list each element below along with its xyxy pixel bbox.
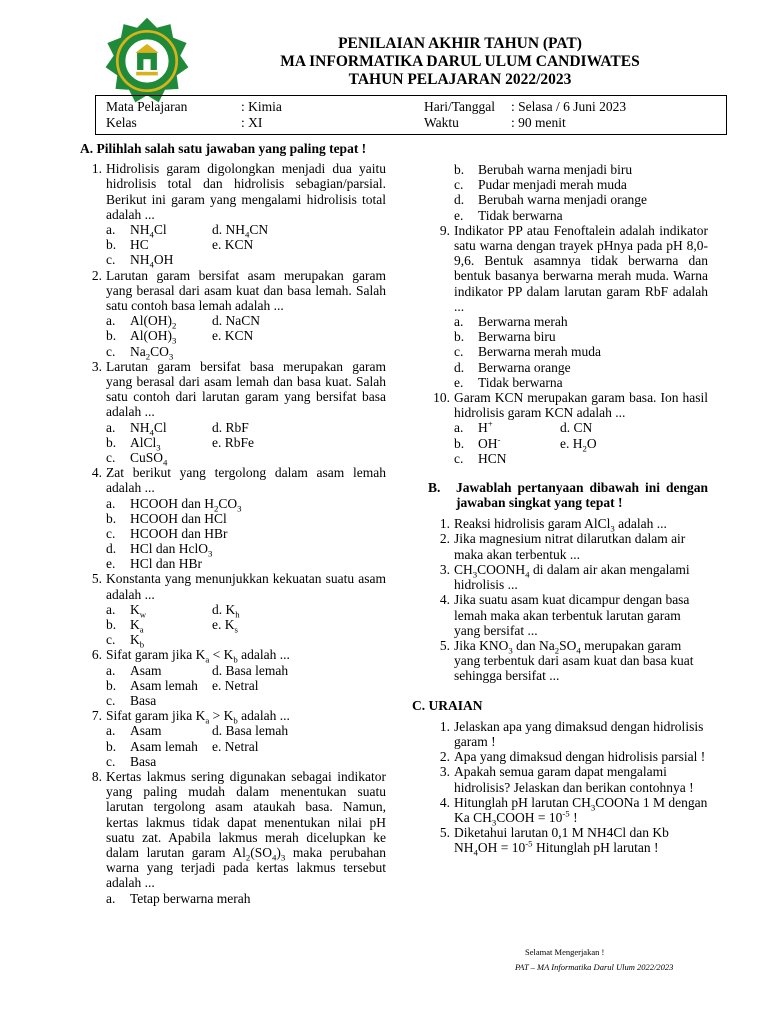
option-list (80, 420, 386, 466)
option-text: HCOOH dan HBr (130, 525, 228, 541)
answer-option (106, 252, 386, 271)
option-text-right: e. KCN (212, 237, 254, 253)
option-letter: c. (454, 450, 464, 466)
option-list (80, 891, 386, 906)
option-list (80, 313, 386, 362)
option-letter: c. (106, 632, 116, 648)
option-letter: e. (454, 207, 464, 223)
question-text (80, 161, 386, 222)
class-label: Kelas (106, 115, 137, 130)
answer-option (454, 162, 708, 177)
option-text: HCOOH dan $H_2CO_3$ (130, 495, 242, 514)
question-number: 5. (439, 637, 450, 653)
option-list (80, 663, 386, 709)
option-letter: b. (454, 162, 465, 177)
question (80, 571, 386, 650)
option-letter: c. (106, 693, 116, 709)
question-number: 6. (91, 647, 102, 663)
question-text (428, 562, 708, 592)
answer-option (106, 237, 386, 252)
option-text: $Al(OH)_3$ (130, 328, 177, 347)
option-text-right: e. Netral (212, 677, 259, 693)
question (428, 562, 708, 592)
question-body: Jelaskan apa yang dimaksud dengan hidrolisis garam ! (454, 718, 704, 749)
question-number: 3. (439, 764, 450, 780)
question (428, 764, 708, 794)
time-label: Waktu (424, 115, 459, 130)
option-letter: b. (454, 435, 465, 451)
option-letter: b. (106, 738, 117, 754)
answer-option (106, 754, 386, 769)
question-body: Diketahui larutan 0,1 M NH4Cl dan Kb $NH_4OH = 10^{-5}$ Hitunglah pH larutan ! (454, 825, 669, 859)
exam-info-box (95, 95, 727, 135)
question-text (428, 592, 708, 638)
option-text-right: d. Basa lemah (212, 662, 289, 678)
answer-option (106, 678, 386, 693)
question (80, 465, 386, 571)
question-number: 2. (439, 531, 450, 547)
class-value: : XI (241, 115, 263, 130)
option-text: $K_a$ (130, 617, 144, 635)
option-text: Tetap berwarna merah (130, 890, 251, 906)
question (428, 592, 708, 638)
question-number: 2. (91, 267, 102, 283)
school-logo (102, 16, 192, 106)
question-number: 2. (439, 749, 450, 765)
right-column (412, 162, 708, 859)
subject-value: : Kimia (241, 99, 282, 114)
question-body: Jika suatu asam kuat dicampur dengan basa lemah maka akan terbentuk larutan garam yang bersifat ... (454, 592, 690, 638)
question-number: 7. (91, 708, 102, 724)
answer-option (454, 360, 708, 375)
section-b-questions (428, 516, 708, 683)
question-text (428, 749, 708, 764)
option-text: $NH_4OH$ (130, 252, 174, 271)
question-body: Apakah semua garam dapat mengalami hidrolisis? Jelaskan dan berikan contohnya ! (454, 764, 694, 795)
section-a-questions-right (428, 223, 708, 466)
option-letter: a. (454, 313, 464, 329)
answer-option (106, 663, 386, 678)
question-body: Hitunglah pH larutan $CH_3COONa$ 1 M dengan Ka $CH_3COOH = 10^{-5}$ ! (454, 794, 708, 828)
question-body: Jika $KNO_3$ dan $Na_2SO_4$ merupakan garam yang terbentuk dari asam kuat dan basa kuat sehingga bersifat ... (454, 637, 694, 684)
option-text: Asam lemah (130, 738, 198, 754)
question-text (428, 390, 708, 420)
option-text: Basa (130, 753, 157, 769)
option-text-right: e. KCN (212, 328, 254, 344)
option-letter: b. (454, 329, 465, 345)
question-text (80, 268, 386, 314)
section-b-title (428, 480, 708, 510)
option-text-right: e. Netral (212, 738, 259, 754)
answer-option (106, 526, 386, 541)
option-letter: a. (106, 419, 116, 435)
option-text: Berubah warna menjadi biru (478, 162, 633, 177)
option-text-right: e. RbFe (212, 434, 254, 450)
option-letter: a. (454, 420, 464, 436)
question-body: Konstanta yang menunjukkan kekuatan suatu asam adalah ... (106, 571, 386, 602)
option-text: HC (130, 237, 149, 253)
option-letter: a. (106, 723, 116, 739)
question-number: 4. (91, 465, 102, 481)
question (80, 647, 386, 708)
question-body: Jika magnesium nitrat dilarutkan dalam air maka akan terbentuk ... (454, 531, 686, 562)
answer-option (454, 208, 708, 223)
question-body: Larutan garam bersifat asam merupakan garam yang berasal dari asam kuat dan basa lemah. Salah satu contoh basa lemah adalah ... (106, 267, 386, 313)
question (80, 708, 386, 769)
answer-option (106, 511, 386, 526)
option-letter: a. (106, 495, 116, 511)
school-name: MA INFORMATIKA DARUL ULUM CANDIWATES (280, 53, 640, 70)
question-number: 3. (91, 358, 102, 374)
option-text-right: d. NaCN (212, 313, 260, 329)
answer-option (106, 891, 386, 906)
closing-greeting: Selamat Mengerjakan ! (525, 947, 605, 957)
option-letter: d. (454, 192, 465, 208)
option-letter: d. (454, 359, 465, 375)
option-text: $NH_4Cl$ (130, 222, 167, 240)
question-number: 1. (439, 516, 450, 532)
answer-option (106, 313, 386, 331)
question-body: Zat berikut yang tergolong dalam asam lemah adalah ... (106, 465, 386, 496)
option-text: $NH_4Cl$ (130, 419, 167, 438)
answer-option (106, 541, 386, 559)
exam-title: PENILAIAN AKHIR TAHUN (PAT) (338, 35, 582, 52)
option-text: HCl dan HBr (130, 556, 202, 572)
question (80, 769, 386, 906)
section-c-title: C. URAIAN (412, 697, 483, 713)
option-text: Asam (130, 662, 162, 678)
question (428, 223, 708, 390)
option-list (80, 723, 386, 769)
left-column (80, 141, 386, 906)
question-number: 5. (91, 571, 102, 587)
question (428, 638, 708, 684)
question-text (428, 223, 708, 314)
option-letter: b. (106, 434, 117, 450)
question (428, 516, 708, 534)
option-text: HCl dan HclO$_3$ (130, 541, 213, 559)
question-body: Hidrolisis garam digolongkan menjadi dua yaitu hidrolisis total dan hidrolisis sebagian/parsial. Berikut ini garam yang mengalami hidrolisis total adalah ... (106, 161, 386, 222)
question (428, 390, 708, 466)
option-text: Basa (130, 693, 157, 709)
question-number: 1. (91, 161, 102, 177)
question-body: Reaksi hidrolisis garam AlCl$_3$ adalah ... (454, 516, 667, 534)
option-letter: e. (106, 556, 116, 572)
answer-option (106, 495, 386, 514)
answer-option (106, 328, 386, 347)
option-letter: c. (106, 252, 116, 268)
option-list (428, 314, 708, 390)
option-list (80, 222, 386, 271)
option-text-right: e. $K_s$ (212, 617, 238, 635)
option-letter: c. (106, 753, 116, 769)
question (428, 531, 708, 561)
subject-label: Mata Pelajaran (106, 99, 188, 114)
answer-option (106, 617, 386, 635)
question (428, 719, 708, 749)
answer-option (106, 222, 386, 240)
question (80, 267, 386, 362)
option-text: Berwarna merah (478, 313, 568, 329)
date-value: : Selasa / 6 Juni 2023 (511, 99, 627, 114)
option-letter: b. (106, 328, 117, 344)
option-text-right: d. $NH_4CN$ (212, 222, 269, 240)
footer-tagline: PAT – MA Informatika Darul Ulum 2022/2023 (515, 962, 674, 972)
question-number: 10. (433, 389, 450, 405)
question-text (428, 719, 708, 749)
option-letter: b. (106, 617, 117, 633)
question (428, 825, 708, 859)
option-text: OH- (478, 434, 501, 451)
answer-option (106, 723, 386, 738)
question-text (428, 825, 708, 859)
option-text-right: e. $H_2O$ (560, 435, 597, 454)
question-text (428, 764, 708, 794)
option-list (428, 420, 708, 466)
question-text (80, 769, 386, 891)
answer-option (454, 420, 708, 435)
question-body: Sifat garam jika $K_a < K_b$ adalah ... (106, 647, 290, 666)
option-letter: a. (106, 313, 116, 329)
question-8-options-continued (428, 162, 708, 223)
option-letter: c. (454, 344, 464, 360)
option-text: $Na_2CO_3$ (130, 343, 174, 362)
option-text: AlCl$_3$ (130, 434, 161, 453)
option-letter: c. (454, 177, 464, 193)
question-body: Kertas lakmus sering digunakan sebagai indikator yang paling mudah dalam menentukan suatu larutan tergolong asam ataukah basa. Namun, kertas lakmus tidak dapat menentukan nilai pH suatu zat. Apabila lakmus merah dicelupkan ke dalam larutan garam $Al_2(SO_4)_3$ maka perubahan warna yang terjadi pada kertas lakmus tersebut adalah ... (106, 768, 386, 891)
option-letter: a. (106, 662, 116, 678)
question-text (428, 516, 708, 534)
answer-option (454, 192, 708, 207)
section-a-title: A. Pilihlah salah satu jawaban yang paling tepat ! (80, 141, 367, 156)
answer-option (454, 344, 708, 359)
answer-option (106, 632, 386, 650)
option-letter: a. (106, 222, 116, 238)
section-b-label: B. (428, 479, 441, 495)
option-text: $Al(OH)_2$ (130, 313, 177, 331)
option-text: Berwarna merah muda (478, 344, 601, 360)
answer-option (454, 329, 708, 344)
question-number: 8. (91, 768, 102, 784)
option-text-right: d. CN (560, 420, 593, 436)
answer-option (454, 434, 708, 454)
option-text: $K_w$ (130, 601, 147, 620)
option-text: Berwarna biru (478, 329, 556, 345)
question (80, 161, 386, 271)
question-text (80, 465, 386, 495)
question-number: 9. (439, 222, 450, 238)
option-letter: b. (106, 237, 117, 253)
section-a-questions (80, 161, 386, 906)
answer-option (106, 419, 386, 438)
question-number: 1. (439, 718, 450, 734)
option-text: Asam (130, 723, 162, 739)
question-body: Indikator PP atau Fenoftalein adalah indikator satu warna dengan trayek pHnya pada pH 8,0-9,6. Bentuk asamnya tidak berwarna dan bentuk basanya berwarna merah muda. Warna indikator PP dalam larutan garam RbF adalah ... (454, 222, 708, 314)
question-number: 4. (439, 592, 450, 608)
date-label: Hari/Tanggal (424, 99, 496, 114)
answer-option (454, 314, 708, 329)
option-letter: b. (106, 510, 117, 526)
option-text: Pudar menjadi merah muda (478, 177, 627, 193)
academic-year: TAHUN PELAJARAN 2022/2023 (348, 71, 572, 88)
question-body: $CH_3COONH_4$ di dalam air akan mengalami hidrolisis ... (454, 561, 690, 593)
question-text (428, 638, 708, 684)
answer-option (106, 693, 386, 708)
option-list (80, 602, 386, 648)
option-list (80, 496, 386, 572)
question (428, 749, 708, 764)
option-letter: e. (454, 374, 464, 390)
option-letter: a. (106, 601, 116, 617)
time-value: : 90 menit (511, 115, 566, 130)
answer-option (106, 343, 386, 362)
answer-option (454, 177, 708, 192)
option-text: Tidak berwarna (478, 374, 563, 390)
option-text: HCOOH dan HCl (130, 510, 227, 526)
option-letter: c. (106, 343, 116, 359)
question-number: 5. (439, 825, 450, 841)
question-number: 4. (439, 794, 450, 810)
answer-option (106, 739, 386, 754)
option-letter: b. (106, 677, 117, 693)
question-text (80, 571, 386, 601)
option-letter: c. (106, 449, 116, 465)
answer-option (454, 375, 708, 390)
option-text: H+ (478, 418, 493, 436)
question (428, 794, 708, 828)
question-body: Larutan garam bersifat basa merupakan garam yang berasal dari asam lemah dan basa kuat. Salah satu contoh dari larutan garam yang bersifat basa adalah ... (106, 358, 386, 420)
answer-option (106, 556, 386, 571)
option-text: Berwarna orange (478, 359, 571, 375)
answer-option (106, 449, 386, 468)
option-text: HCN (478, 450, 507, 466)
question-text (428, 794, 708, 828)
question-text (80, 708, 386, 726)
question-body: Garam KCN merupakan garam basa. Ion hasil hidrolisis garam KCN adalah ... (454, 389, 708, 421)
question (80, 358, 386, 468)
option-text-right: d. $K_h$ (212, 601, 240, 620)
option-text: Tidak berwarna (478, 207, 563, 223)
question-body: Sifat garam jika $K_a > K_b$ adalah ... (106, 708, 290, 726)
option-text-right: d. Basa lemah (212, 723, 289, 739)
section-b-instruction: Jawablah pertanyaan dibawah ini dengan jawaban singkat yang tepat ! (456, 479, 708, 511)
answer-option (454, 451, 708, 466)
section-c-questions (428, 718, 708, 859)
question-text (80, 647, 386, 666)
question-body: Apa yang dimaksud dengan hidrolisis parsial ! (454, 749, 706, 765)
option-text: $K_b$ (130, 632, 145, 650)
option-text: Asam lemah (130, 677, 198, 693)
answer-option (106, 601, 386, 620)
option-letter: d. (106, 541, 117, 557)
question-number: 3. (439, 561, 450, 577)
option-text: CuSO$_4$ (130, 449, 168, 468)
option-letter: c. (106, 525, 116, 541)
option-text: Berubah warna menjadi orange (478, 192, 648, 208)
option-letter: a. (106, 890, 116, 906)
question-text (80, 359, 386, 420)
question-text (428, 531, 708, 561)
answer-option (106, 434, 386, 453)
option-text-right: d. RbF (212, 419, 249, 435)
